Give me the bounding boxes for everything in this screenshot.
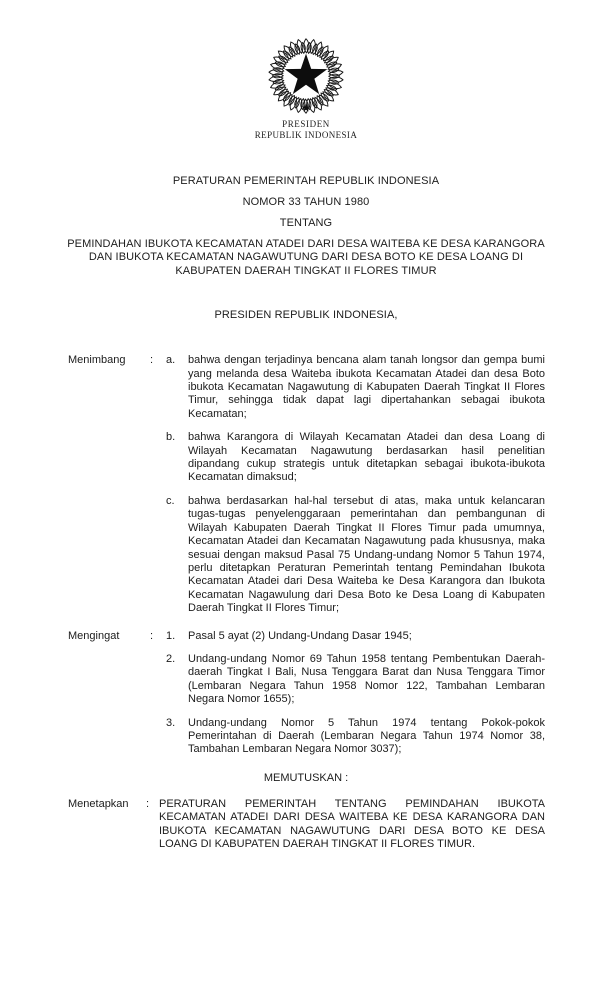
- item-text: bahwa dengan terjadinya bencana alam tanah longsor dan gempa bumi yang melanda desa Waiteba ibukota Kecamatan Atadei dan desa Boto ibukota Kecamatan Nagawutung di Kabupaten Daerah Tingkat II Flores Timur, sehingga tidak dapat lagi dipertahankan sebagai ibukota Kecamatan;: [188, 354, 545, 420]
- item-text: bahwa berdasarkan hal-hal tersebut di atas, maka untuk kelancaran tugas-tugas penyelenggaraan pemerintahan dan pembangunan di Wilayah Kabupaten Daerah Tingkat II Flores Timur pada umumnya, Kecamatan Atadei dan Kecamatan Nagawutung pada khususnya, maka sesuai dengan maksud Pasal 75 Undang-undang Nomor 5 Tahun 1974, perlu ditetapkan Peraturan Pemerintah tentang Pemindahan Ibukota Kecamatan Atadei dari Desa Waiteba ke Desa Karangora dan Ibukota Kecamatan Nagawulung dari Desa Boto ke Desa Loang di Kabupaten Daerah Tingkat II Flores Timur;: [188, 494, 545, 615]
- menimbang-section: [0, 354, 612, 615]
- legal-basis-item-1: [68, 630, 545, 643]
- regulation-title: PERATURAN PEMERINTAH REPUBLIK INDONESIA: [172, 175, 440, 187]
- item-text: Undang-undang Nomor 69 Tahun 1958 tentang Pembentukan Daerah-daerah Tingkat I Bali, Nusa Tenggara Barat dan Nusa Tenggara Timor (Lembaran Negara Tahun 1958 Nomor 122, Tambahan Lembaran Negara Nomor 1655);: [188, 652, 545, 706]
- menetapkan-label: Menetapkan: [68, 797, 129, 810]
- item-text: Undang-undang Nomor 5 Tahun 1974 tentang Pokok-pokok Pemerintahan di Daerah (Lembaran Negara Tahun 1974 Nomor 38, Tambahan Lembaran Negara Nomor 3037);: [188, 716, 545, 756]
- menetapkan-section: [0, 798, 612, 852]
- letterhead-presiden: PRESIDEN: [282, 119, 330, 129]
- item-marker: 3.: [166, 716, 176, 729]
- memutuskan-heading: MEMUTUSKAN :: [263, 771, 349, 784]
- mengingat-section: [0, 630, 612, 757]
- legal-basis-item-3: [68, 717, 545, 757]
- star-wreath-emblem-icon: [266, 36, 346, 116]
- menetapkan-colon: :: [146, 797, 150, 810]
- tentang-label: TENTANG: [279, 217, 333, 229]
- menimbang-colon: :: [150, 354, 154, 367]
- opening-salutation: PRESIDEN REPUBLIK INDONESIA,: [214, 309, 398, 322]
- mengingat-colon: :: [150, 629, 154, 642]
- item-marker: a.: [166, 354, 176, 367]
- consideration-item-b: [68, 431, 545, 485]
- consideration-item-a: [68, 354, 545, 421]
- item-marker: 1.: [166, 629, 176, 642]
- item-marker: c.: [166, 494, 175, 507]
- mengingat-label: Mengingat: [68, 629, 120, 642]
- item-text: Pasal 5 ayat (2) Undang-Undang Dasar 1945;: [188, 629, 412, 642]
- menetapkan-row: [68, 798, 545, 852]
- item-marker: 2.: [166, 652, 176, 665]
- presidential-emblem: [0, 36, 612, 116]
- item-marker: b.: [166, 431, 176, 444]
- regulation-subject: PEMINDAHAN IBUKOTA KECAMATAN ATADEI DARI DESA WAITEBA KE DESA KARANGORA DAN IBUKOTA KECAMATAN NAGAWUTUNG DARI DESA BOTO KE DESA LOANG DI KABUPATEN DAERAH TINGKAT II FLORES TIMUR: [67, 238, 545, 277]
- regulation-number: NOMOR 33 TAHUN 1980: [242, 196, 370, 208]
- item-text: bahwa Karangora di Wilayah Kecamatan Atadei dan desa Loang di Wilayah Kecamatan Nagawutung berdasarkan hasil penelitian dipandang cukup strategis untuk ditetapkan sebagai ibukota-ibukota Kecamatan dimaksud;: [188, 431, 545, 484]
- letterhead: [0, 119, 612, 141]
- consideration-item-c: [68, 495, 545, 616]
- legal-basis-item-2: [68, 653, 545, 707]
- menimbang-label: Menimbang: [68, 354, 126, 367]
- decision-text: PERATURAN PEMERINTAH TENTANG PEMINDAHAN IBUKOTA KECAMATAN ATADEI DARI DESA WAITEBA KE DESA KARANGORA DAN IBUKOTA KECAMATAN NAGAWUTUNG DARI DESA BOTO KE DESA LOANG DI KABUPATEN DAERAH TINGKAT II FLORES TIMUR.: [159, 797, 545, 850]
- title-block: [0, 175, 612, 278]
- letterhead-republik-indonesia: REPUBLIK INDONESIA: [254, 130, 358, 140]
